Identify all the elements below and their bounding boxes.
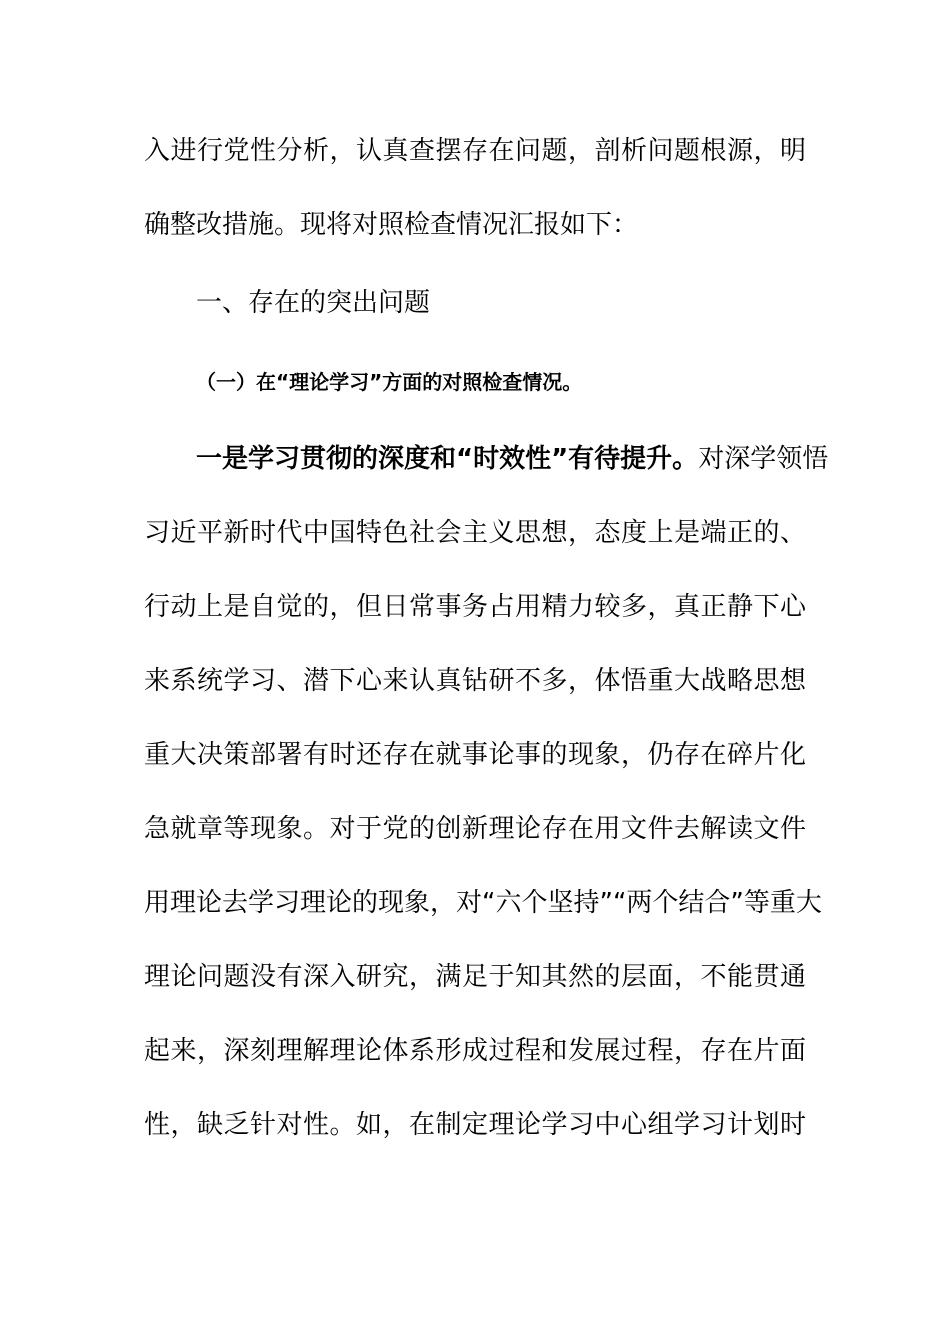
body-line: 性，缺乏针对性。如，在制定理论学习中心组学习计划时	[144, 1110, 806, 1140]
section-heading: 一、存在的突出问题	[196, 288, 431, 318]
body-line: 急就章等现象。对于党的创新理论存在用文件去解读文件	[144, 814, 806, 844]
body-line: 起来，深刻理解理论体系形成过程和发展过程，存在片面	[144, 1036, 806, 1066]
body-line: 理论问题没有深入研究，满足于知其然的层面，不能贯通	[144, 962, 806, 992]
body-line: 习近平新时代中国特色社会主义思想，态度上是端正的、	[144, 518, 806, 548]
intro-line-1: 入进行党性分析，认真查摆存在问题，剖析问题根源，明	[144, 136, 806, 166]
body-line: 重大决策部署有时还存在就事论事的现象，仍存在碎片化	[144, 740, 806, 770]
first-point-line	[196, 442, 829, 476]
body-line: 行动上是自觉的，但日常事务占用精力较多，真正静下心	[144, 592, 806, 622]
body-line: 来系统学习、潜下心来认真钻研不多，体悟重大战略思想	[144, 666, 806, 696]
intro-line-2: 确整改措施。现将对照检查情况汇报如下：	[144, 210, 639, 240]
first-point-line-rest: 对深学领悟	[698, 444, 829, 474]
first-point-bold-lead: 一是学习贯彻的深度和“时效性”有待提升。	[196, 444, 699, 474]
subsection-heading: （一）在“理论学习”方面的对照检查情况。	[196, 370, 583, 394]
body-line: 用理论去学习理论的现象，对“六个坚持”“两个结合”等重大	[144, 888, 822, 918]
